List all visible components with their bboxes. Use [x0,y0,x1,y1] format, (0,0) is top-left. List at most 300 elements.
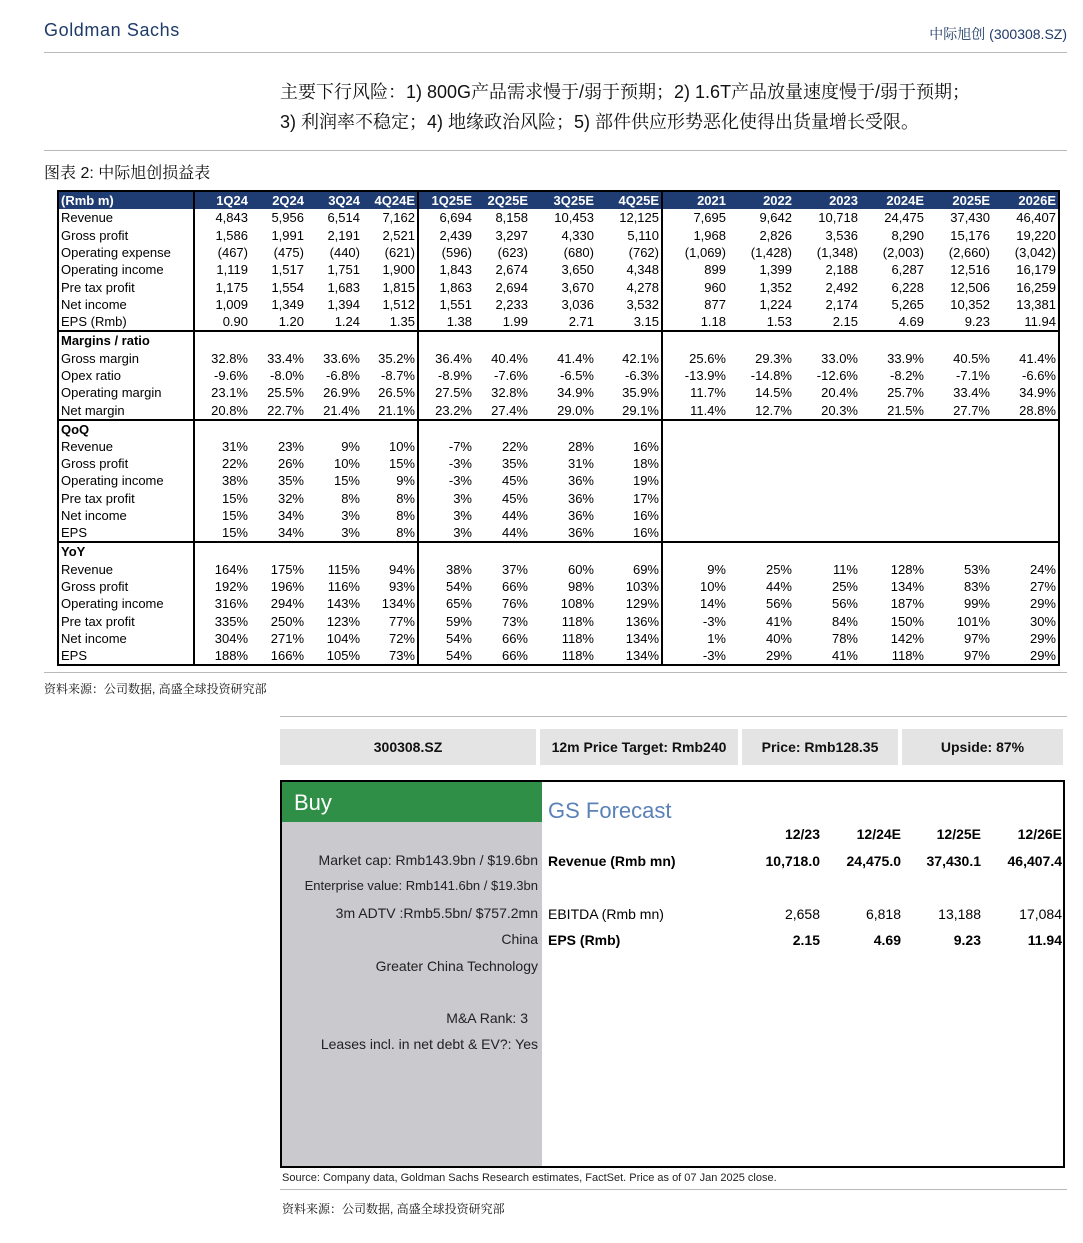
table-row [58,296,1059,313]
table-cell: -7.1% [956,367,990,383]
table-cell: 1,900 [382,262,415,278]
table-cell: 188% [194,647,250,665]
header-unit: (Rmb m) [58,191,194,209]
table-cell: 19% [632,473,659,489]
table-cell: 37,430 [950,210,990,226]
table-cell: 28.8% [1019,402,1056,418]
table-cell [662,542,728,560]
header-ticker: 中际旭创 (300308.SZ) [929,26,1067,42]
table-cell: 1,586 [194,226,250,243]
table-cell [728,438,794,455]
table-cell [728,542,794,560]
risk-paragraph [280,77,1060,137]
period-header: 12/24E [856,826,901,842]
metric-value: 2.15 [792,932,820,948]
table-cell: 3,532 [626,297,659,313]
table-cell [662,420,728,438]
column-header: 4Q25E [596,191,662,209]
snapshot-source-note: Source: Company data, Goldman Sachs Research estimates, FactSet. Price as of 07 Jan 2025 close. [282,1172,777,1184]
table-cell: 15% [388,456,415,472]
row-label: EPS [61,525,88,541]
table-cell: 2,826 [759,227,792,243]
table-cell: 166% [270,648,304,664]
table-cell: 73% [501,613,528,629]
table-row [58,524,1059,542]
row-label: Operating expense [61,244,171,260]
metric-value: 9.23 [953,932,981,948]
table-cell: 15% [194,524,250,542]
table-cell: 9.23 [964,314,990,330]
row-label: Gross margin [61,350,140,366]
table-cell: 33.4% [267,350,304,366]
row-label: Gross profit [61,579,129,595]
table-row [58,438,1059,455]
table-cell: 25.6% [662,349,728,366]
table-cell: 2,188 [825,262,858,278]
table-cell [662,507,728,524]
table-cell: 115% [327,561,360,577]
table-cell: 97% [963,631,990,647]
table-cell: 8,158 [495,210,528,226]
column-header: 1Q25E [418,191,474,209]
table-cell [926,420,992,438]
row-label: YoY [58,542,194,560]
table-cell: 41.4% [557,350,594,366]
table-cell [992,524,1059,542]
table-cell: 83% [963,579,990,595]
country: China [501,931,538,947]
metric-value: 13,188 [938,906,981,922]
table-cell: -8.9% [418,367,474,384]
table-cell: -6.6% [1022,367,1056,383]
table-cell [794,542,860,560]
table-cell [728,524,794,542]
table-cell: 23.2% [418,402,474,420]
table-cell: 5,110 [627,227,659,243]
table-cell [728,420,794,438]
table-cell [860,490,926,507]
table-cell [992,472,1059,489]
adtv: 3m ADTV :Rmb5.5bn/ $757.2mn [335,905,538,921]
table-cell: 32% [277,490,304,506]
row-label: Revenue [61,438,114,454]
table-cell: 4,330 [561,227,594,243]
table-cell [992,420,1059,438]
table-cell: 15% [194,490,250,507]
section-header-row [58,542,1059,560]
table-cell: 16,259 [1016,279,1056,295]
forecast-title: GS Forecast [548,798,672,823]
table-cell: 40.4% [491,350,528,366]
table-cell: 76% [501,596,528,612]
table-cell: 118% [561,631,594,647]
table-cell: 4,348 [626,262,659,278]
table-cell: 5,265 [891,297,924,313]
row-label: Revenue [61,210,114,226]
table-cell: 10,352 [950,297,990,313]
table-cell: 129% [625,596,659,612]
table-cell: 35.9% [622,385,659,401]
table-cell [728,472,794,489]
period-header: 12/26E [1017,826,1062,842]
figure-title: 图表 2: 中际旭创损益表 [44,165,211,182]
table-cell: 12,125 [619,210,659,226]
table-cell: 21.5% [887,402,924,418]
table-cell: 11% [832,561,858,577]
table-cell: 46,407 [1016,210,1056,226]
metric-value: 17,084 [1019,906,1062,922]
table-cell: 84% [831,613,858,629]
table-cell: 134% [890,579,924,595]
table-cell: 35% [501,456,528,472]
table-row [58,455,1059,472]
table-cell: 11.7% [662,384,728,401]
table-cell: 36% [567,508,594,524]
table-cell: 8% [396,525,415,541]
table-cell: 1,863 [418,279,474,296]
table-cell: -12.6% [816,367,858,383]
row-label: Operating income [61,262,164,278]
table-cell: 192% [194,578,250,595]
table-cell: 143% [326,596,360,612]
row-label: Net margin [61,402,125,418]
table-cell: 42.1% [622,350,659,366]
table-cell: 34% [277,508,304,524]
column-header: 2Q24 [250,191,306,209]
table-cell [662,472,728,489]
table-cell: (440) [329,244,360,260]
table-cell: 3,650 [561,262,594,278]
table-cell: 29.1% [622,402,659,418]
table-cell [860,472,926,489]
row-label: Pre tax profit [61,613,135,629]
row-label: EPS (Rmb) [61,314,127,330]
column-header: 2021 [662,191,728,209]
table-cell: 1.99 [502,314,528,330]
column-header: 3Q24 [306,191,362,209]
table-row [58,560,1059,577]
table-cell [728,490,794,507]
table-cell: 31% [567,456,594,472]
table-cell: 9,642 [759,210,792,226]
table-cell: (2,003) [882,244,924,260]
price-target: 12m Price Target: Rmb240 [540,729,738,765]
table-cell: 1,009 [194,296,250,313]
table-cell: 3,536 [825,227,858,243]
table-cell [662,331,728,349]
table-cell [530,542,596,560]
table-cell: 9% [341,438,360,454]
table-cell: 23% [277,438,304,454]
table-cell [860,542,926,560]
company-profile-panel [282,782,542,1166]
table-cell: (762) [628,244,659,260]
table-cell: 1,751 [327,262,360,278]
table-cell: (596) [418,244,474,261]
table-cell: 10,718 [818,210,858,226]
section-divider [280,716,1067,717]
table-cell: -7% [418,438,474,455]
table-cell [992,331,1059,349]
table-cell: 24% [1029,561,1056,577]
table-cell [926,455,992,472]
snapshot-header-bar [280,729,1067,765]
table-cell [362,420,418,438]
table-cell: -6.8% [326,367,360,383]
table-cell: (475) [273,244,304,260]
table-cell: 3,670 [561,279,594,295]
table-cell: 1,512 [382,297,415,313]
table-cell: 271% [270,631,304,647]
table-cell: 1,517 [271,262,304,278]
table-cell [728,331,794,349]
table-cell [250,420,306,438]
row-label: Opex ratio [61,367,121,383]
table-cell: 20.4% [821,385,858,401]
table-cell: 22% [194,455,250,472]
table-cell [860,507,926,524]
metric-value: 11.94 [1027,932,1062,948]
table-cell [992,542,1059,560]
table-cell: 13,381 [1016,297,1056,313]
table-cell: 101% [956,613,990,629]
row-label: Net income [61,631,127,647]
table-cell: 30% [1029,613,1056,629]
section-divider [44,150,1067,151]
table-cell [474,420,530,438]
table-cell: 16% [632,508,659,524]
table-cell: 98% [567,579,594,595]
table-cell: 41% [831,648,858,664]
table-cell: 9% [396,473,415,489]
table-cell: 37% [501,561,528,577]
table-cell [596,542,662,560]
table-cell [794,524,860,542]
table-cell: 31% [194,438,250,455]
section-divider [280,1189,1067,1190]
table-cell: 2.15 [832,314,858,330]
table-cell: 8,290 [891,227,924,243]
table-cell: 1,968 [662,226,728,243]
header-divider [44,52,1067,53]
table-cell: 27.5% [418,384,474,401]
table-cell [860,524,926,542]
table-cell: 53% [963,561,990,577]
table-cell: -8.2% [890,367,924,383]
table-cell: 27.4% [491,402,528,418]
table-cell: 34.9% [557,385,594,401]
table-row [58,595,1059,612]
current-price: Price: Rmb128.35 [742,729,898,765]
table-cell [250,542,306,560]
table-cell: 59% [418,613,474,630]
table-cell [992,507,1059,524]
table-cell: -8.7% [381,367,415,383]
ma-rank: M&A Rank: 3 [446,1010,528,1026]
table-cell: 41.4% [1019,350,1056,366]
table-cell: 1.20 [278,314,304,330]
table-cell: 33.9% [887,350,924,366]
table-cell: 6,694 [418,209,474,226]
table-cell: 45% [501,473,528,489]
table-cell: 7,162 [382,210,415,226]
table-cell: 26% [277,456,304,472]
table-cell: (621) [384,244,415,260]
period-header: 12/25E [936,826,981,842]
table-cell: 134% [381,596,415,612]
column-header: 1Q24 [194,191,250,209]
table-cell: 12.7% [755,402,792,418]
table-cell: 69% [632,561,659,577]
table-cell [794,472,860,489]
table-cell: 1,399 [759,262,792,278]
table-cell: 54% [418,647,474,665]
table-cell: 36.4% [418,349,474,366]
table-cell: 104% [326,631,360,647]
table-cell: 3,297 [495,227,528,243]
row-label: Pre tax profit [61,279,135,295]
table-cell: 17% [632,490,659,506]
table-cell: 1.35 [389,314,415,330]
metric-value: 46,407.4 [1007,853,1062,869]
table-cell: 10,453 [554,210,594,226]
table-cell: 15% [333,473,360,489]
table-cell: 1,843 [418,261,474,278]
table-cell: 1,551 [418,296,474,313]
row-label: Net income [61,297,127,313]
table-cell [474,542,530,560]
table-cell: 25.5% [267,385,304,401]
metric-label: Revenue (Rmb mn) [548,853,676,869]
row-label: Gross profit [61,227,129,243]
table-cell [362,542,418,560]
table-cell: 335% [194,613,250,630]
table-cell: 304% [194,630,250,647]
table-cell [194,331,250,349]
table-cell: 8% [396,508,415,524]
table-cell: 294% [270,596,304,612]
table-cell: 33.4% [953,385,990,401]
metric-value: 2,658 [784,906,820,922]
table-cell: 94% [388,561,415,577]
table-row [58,279,1059,296]
table-cell: (1,348) [816,244,858,260]
table-cell: 1,683 [327,279,360,295]
table-cell [306,331,362,349]
row-label: Operating income [61,596,164,612]
table-cell [250,331,306,349]
table-cell: 72% [388,631,415,647]
table-cell: 16,179 [1016,262,1056,278]
table-cell: 34.9% [1019,385,1056,401]
table-cell: 7,695 [662,209,728,226]
table-cell: (680) [563,244,594,260]
upside: Upside: 87% [902,729,1063,765]
table-cell: 24,475 [884,210,924,226]
table-cell [662,438,728,455]
table-row [58,613,1059,630]
brand-logo: Goldman Sachs [44,20,180,40]
table-cell: 14% [662,595,728,612]
table-cell: -9.6% [194,367,250,384]
table-cell: 20.3% [821,402,858,418]
table-cell: 16% [632,525,659,541]
metric-label: EBITDA (Rmb mn) [548,906,664,922]
column-header: 2024E [860,191,926,209]
table-cell: (623) [497,244,528,260]
row-label: Gross profit [61,456,129,472]
table-cell: -3% [418,455,474,472]
table-cell [530,420,596,438]
metric-label: EPS (Rmb) [548,932,621,948]
table-cell [992,455,1059,472]
table-cell: 187% [890,596,924,612]
table-cell: 1,175 [194,279,250,296]
table-cell [530,331,596,349]
table-cell: 250% [270,613,304,629]
table-cell: 136% [625,613,659,629]
table-cell [926,524,992,542]
table-cell: 36% [567,490,594,506]
table-cell: 8% [341,490,360,506]
table-cell: 66% [501,579,528,595]
table-cell [418,542,474,560]
period-header: 12/23 [784,826,820,842]
table-cell: 14.5% [755,385,792,401]
table-cell: 15% [194,507,250,524]
table-cell: 103% [625,579,659,595]
table-cell [306,542,362,560]
table-cell [926,438,992,455]
table-cell: 118% [891,648,924,664]
table-cell: (3,042) [1014,244,1056,260]
table-cell: 78% [831,631,858,647]
table-cell: 9% [662,560,728,577]
table-cell [306,420,362,438]
table-cell: 44% [765,579,792,595]
table-cell: 877 [662,296,728,313]
table-cell: 20.8% [194,402,250,420]
table-cell: 66% [501,631,528,647]
table-cell: 1,991 [271,227,304,243]
table-cell: 105% [326,648,360,664]
table-cell: 60% [567,561,594,577]
table-cell [596,331,662,349]
table-cell: 27% [1029,579,1056,595]
table-header-row [58,191,1059,209]
table-row [58,578,1059,595]
table-row [58,490,1059,507]
table-cell: 16% [632,438,659,454]
table-cell: 1,119 [194,261,250,278]
table-cell: 10% [388,438,415,454]
table-cell: 2,492 [825,279,858,295]
table-cell: 29.0% [557,402,594,418]
table-cell: 6,287 [891,262,924,278]
table-cell: 65% [418,595,474,612]
table-cell: 1,815 [382,279,415,295]
table-cell: 118% [561,648,594,664]
table-cell [860,420,926,438]
column-header: 3Q25E [530,191,596,209]
table-cell: 35.2% [378,350,415,366]
metric-value: 6,818 [865,906,901,922]
table-cell: 1% [662,630,728,647]
table-cell: 56% [831,596,858,612]
table-cell: (1,069) [662,244,728,261]
table-cell: 3% [341,525,360,541]
table-cell: (1,428) [750,244,792,260]
